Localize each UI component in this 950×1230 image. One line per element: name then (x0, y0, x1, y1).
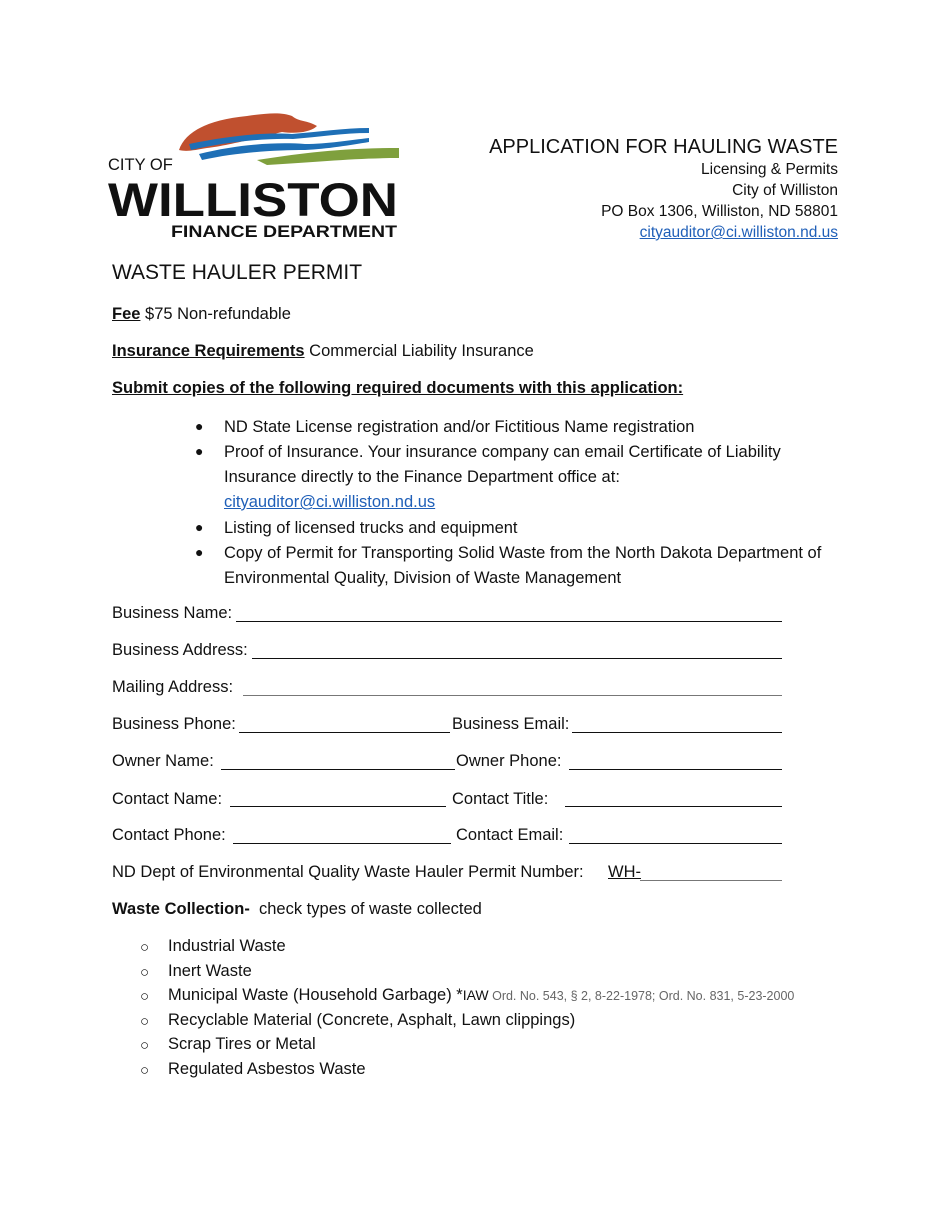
fee-line (112, 305, 291, 324)
header-city: City of Williston (732, 182, 838, 199)
contact-email-label: Contact Email: (456, 826, 564, 844)
permit-number-prefix: WH- (608, 863, 641, 881)
logo-city-name: WILLISTON (108, 173, 398, 226)
document-item-3: Listing of licensed trucks and equipment (224, 519, 518, 537)
contact-title-input[interactable] (565, 806, 782, 807)
insurance-label: Insurance Requirements (112, 342, 305, 360)
bullet-dot: ● (195, 418, 204, 434)
option-asbestos: Regulated Asbestos Waste (168, 1060, 366, 1078)
logo-department: FINANCE DEPARTMENT (171, 222, 398, 241)
option-municipal-waste (168, 986, 794, 1005)
owner-name-input[interactable] (221, 769, 455, 770)
contact-phone-input[interactable] (233, 843, 451, 844)
document-item-1: ND State License registration and/or Fictitious Name registration (224, 418, 695, 436)
city-logo (107, 110, 399, 242)
contact-name-input[interactable] (230, 806, 446, 807)
application-title: APPLICATION FOR HAULING WASTE (489, 136, 838, 158)
business-phone-label: Business Phone: (112, 715, 236, 733)
document-item-2 (224, 440, 824, 515)
contact-email-input[interactable] (569, 843, 782, 844)
option-circle-icon[interactable]: ○ (140, 1062, 150, 1079)
option-inert-waste: Inert Waste (168, 962, 252, 980)
insurance-value: Commercial Liability Insurance (304, 342, 534, 360)
option-municipal-label: Municipal Waste (Household Garbage) * (168, 986, 463, 1004)
business-name-label: Business Name: (112, 604, 233, 622)
option-circle-icon[interactable]: ○ (140, 964, 150, 981)
option-scrap-tires: Scrap Tires or Metal (168, 1035, 316, 1053)
waste-collection-instruction: check types of waste collected (249, 900, 482, 918)
bullet-dot: ● (195, 519, 204, 535)
owner-phone-label: Owner Phone: (456, 752, 562, 770)
permit-title: WASTE HAULER PERMIT (112, 261, 363, 284)
bullet-dot: ● (195, 544, 204, 560)
waste-collection-line (112, 900, 482, 919)
owner-phone-input[interactable] (569, 769, 782, 770)
option-industrial-waste: Industrial Waste (168, 937, 286, 955)
option-circle-icon[interactable]: ○ (140, 1013, 150, 1030)
bullet-dot: ● (195, 443, 204, 459)
permit-number-label: ND Dept of Environmental Quality Waste Hauler Permit Number: (112, 863, 584, 881)
logo-city-of: CITY OF (108, 156, 173, 174)
header-email-link[interactable]: cityauditor@ci.williston.nd.us (639, 224, 838, 241)
option-circle-icon[interactable]: ○ (140, 939, 150, 956)
business-name-input[interactable] (236, 621, 782, 622)
option-circle-icon[interactable]: ○ (140, 1037, 150, 1054)
contact-phone-label: Contact Phone: (112, 826, 226, 844)
option-municipal-iaw: IAW (462, 987, 489, 1003)
option-circle-icon[interactable]: ○ (140, 988, 150, 1005)
contact-name-label: Contact Name: (112, 790, 223, 808)
waste-collection-label: Waste Collection- (112, 900, 250, 918)
mailing-address-label: Mailing Address: (112, 678, 234, 696)
owner-name-label: Owner Name: (112, 752, 214, 770)
business-email-input[interactable] (572, 732, 782, 733)
submit-heading: Submit copies of the following required documents with this application: (112, 379, 684, 397)
permit-number-input[interactable] (640, 880, 782, 881)
fee-value: $75 Non-refundable (140, 305, 291, 323)
document-item-4: Copy of Permit for Transporting Solid Waste from the North Dakota Department of Environmental Quality, Division of Waste Management (224, 544, 822, 587)
business-email-label: Business Email: (452, 715, 570, 733)
option-recyclable-material: Recyclable Material (Concrete, Asphalt, Lawn clippings) (168, 1011, 576, 1029)
insurance-line (112, 342, 534, 361)
header-address: PO Box 1306, Williston, ND 58801 (601, 203, 838, 220)
business-address-label: Business Address: (112, 641, 248, 659)
contact-title-label: Contact Title: (452, 790, 549, 808)
business-address-input[interactable] (252, 658, 782, 659)
document-item-2-text: Proof of Insurance. Your insurance company can email Certificate of Liability Insurance directly to the Finance Department office at: (224, 443, 781, 486)
header-licensing: Licensing & Permits (701, 161, 838, 178)
option-municipal-ordinance: Ord. No. 543, § 2, 8-22-1978; Ord. No. 831, 5-23-2000 (488, 989, 795, 1003)
mailing-address-input[interactable] (243, 695, 782, 696)
business-phone-input[interactable] (239, 732, 450, 733)
document-email-link[interactable]: cityauditor@ci.williston.nd.us (224, 493, 436, 511)
fee-label: Fee (112, 305, 141, 323)
